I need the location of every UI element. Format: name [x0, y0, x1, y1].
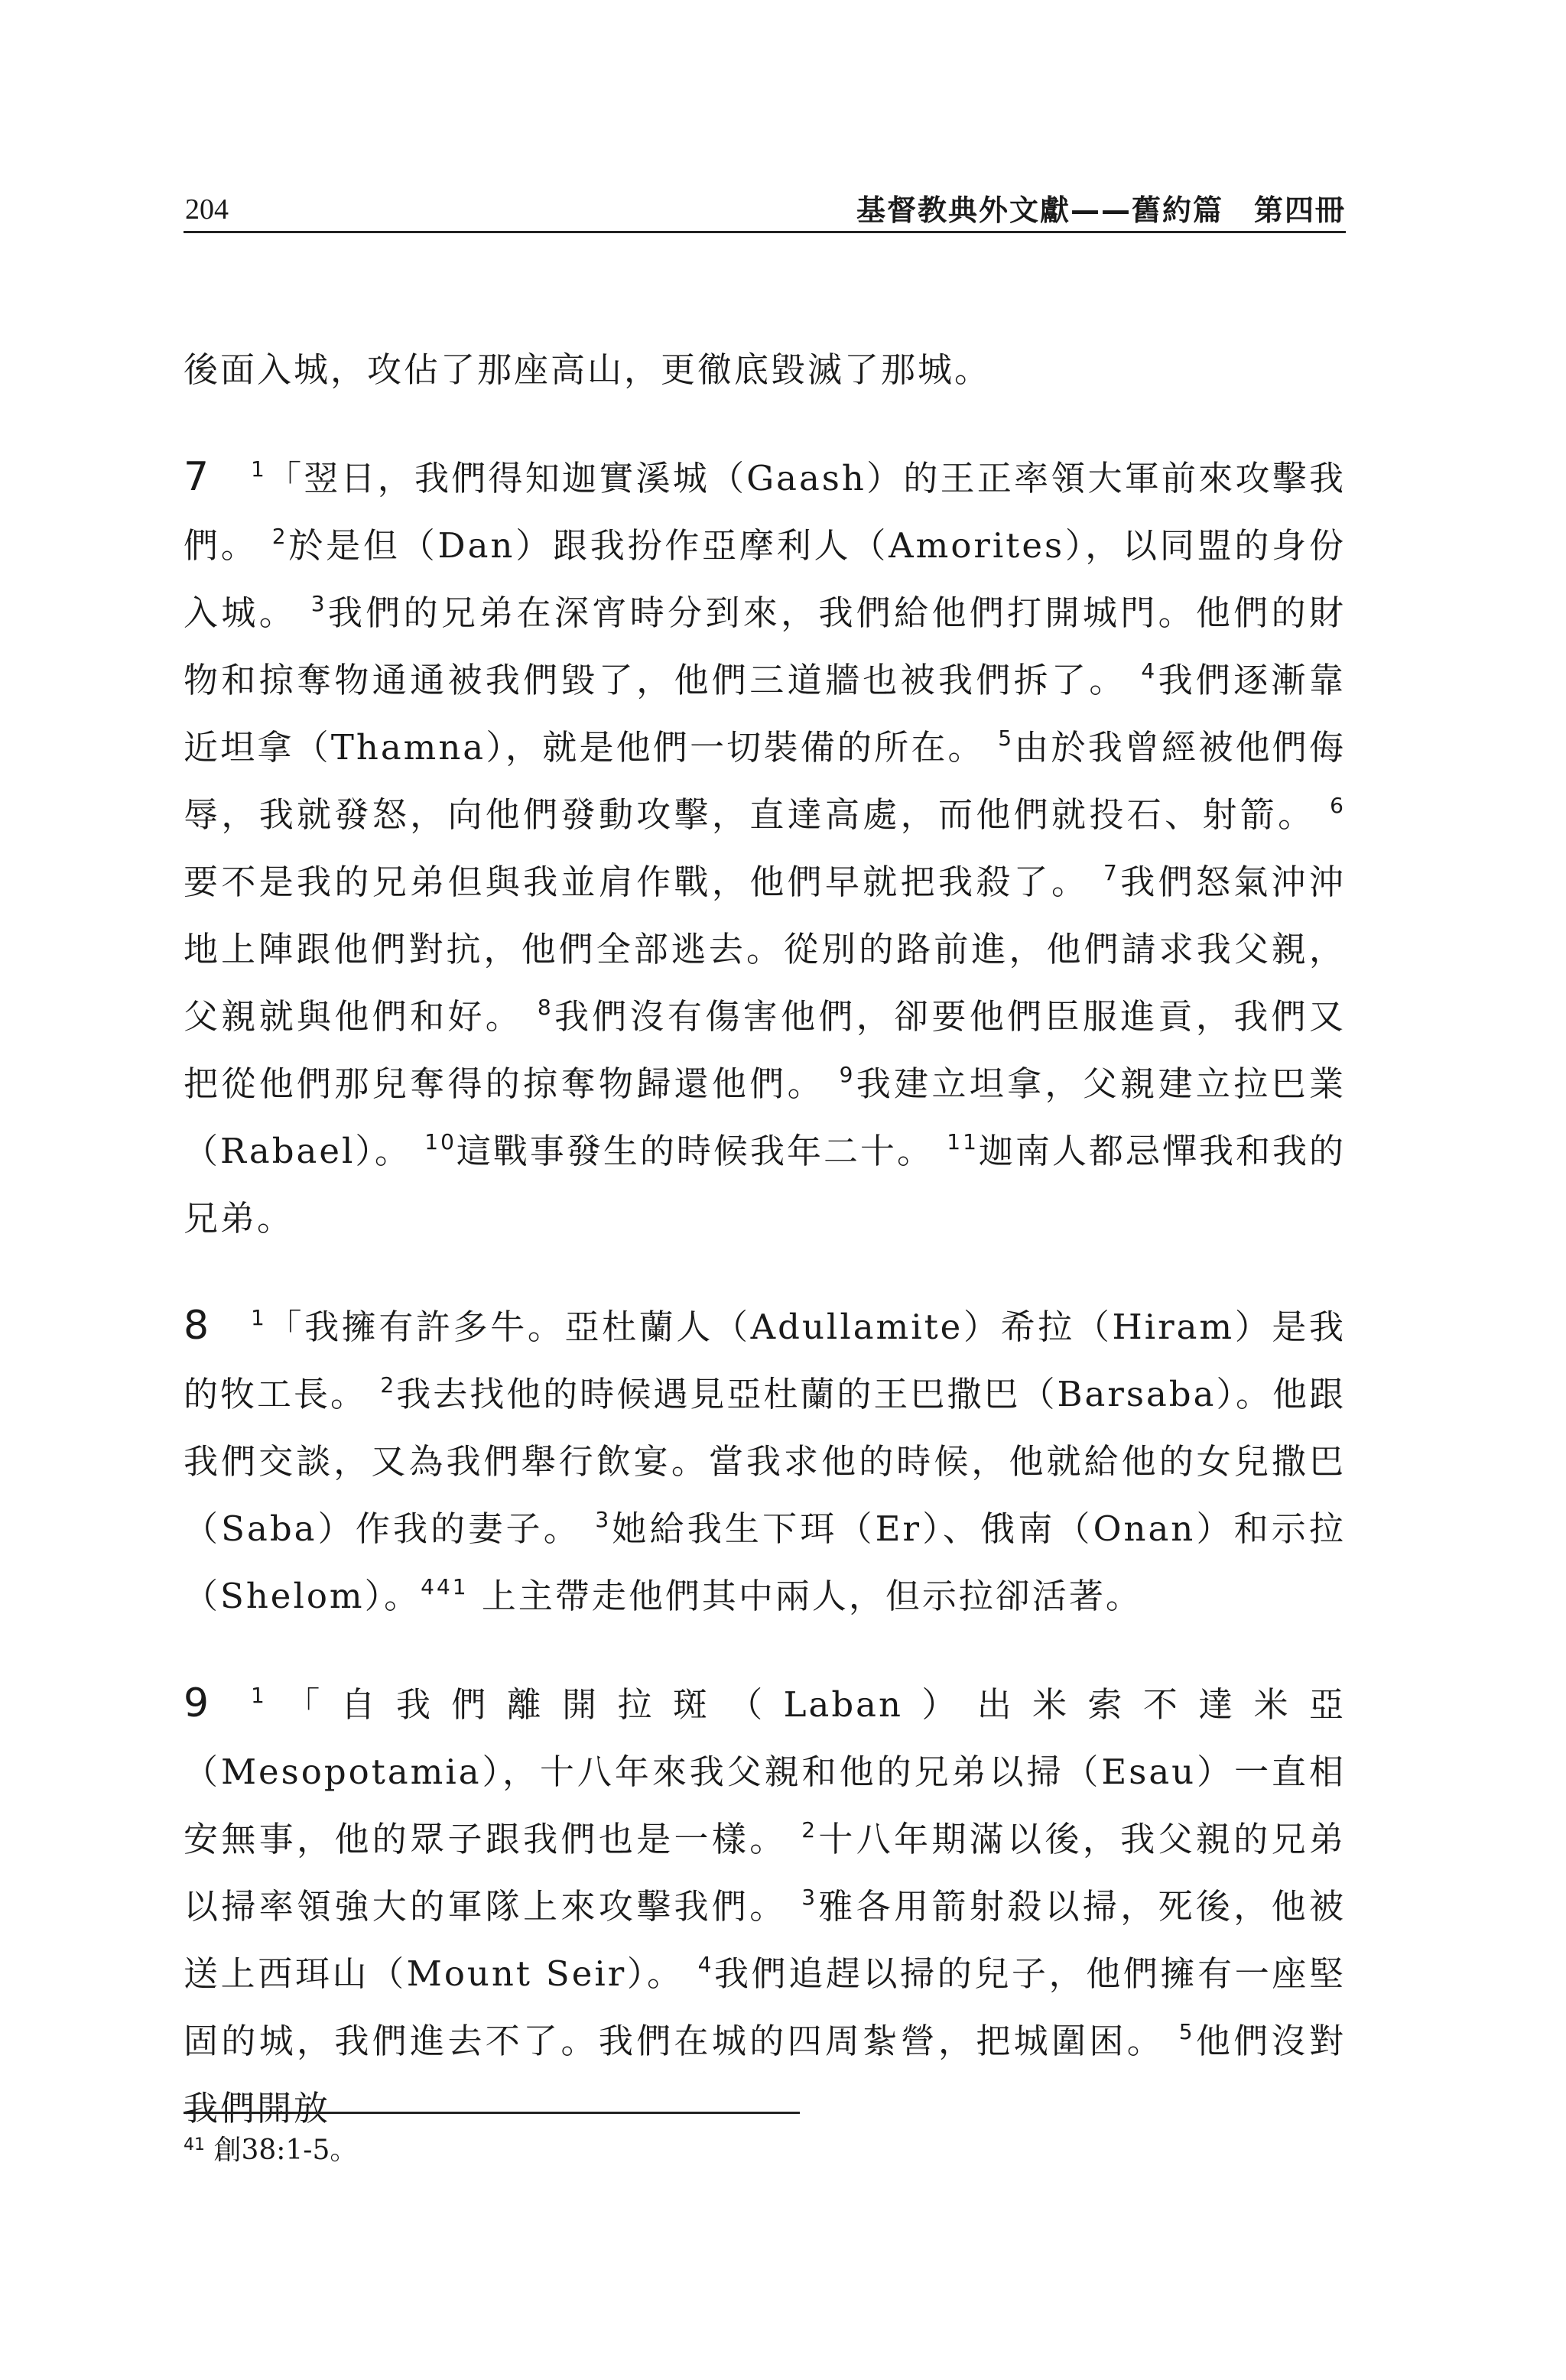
intro-text: 後面入城，攻佔了那座高山，更徹底毀滅了那城。 — [184, 349, 992, 390]
chapter-number: 7 — [184, 454, 212, 500]
footnote-marker: 41 — [184, 2135, 205, 2154]
verse-text: 雅各用箭射殺以掃，死後，他被送上西珥山（Mount Seir）。 — [184, 1886, 1346, 1994]
verse-text: 我們逐漸靠近坦拿（Thamna），就是他們一切裝備的所在。 — [184, 660, 1346, 768]
verse-text: 我們怒氣沖沖地上陣跟他們對抗，他們全部逃去。從別的路前進，他們請求我父親，父親就與他們和好。 — [184, 862, 1346, 1037]
chapter-number: 9 — [184, 1680, 212, 1726]
verse-text: 迦南人都忌憚我和我的兄弟。 — [184, 1131, 1346, 1239]
verse-text: 我們的兄弟在深宵時分到來，我們給他們打開城門。他們的財物和掠奪物通通被我們毀了，他們三道牆也被我們拆了。 — [184, 593, 1346, 700]
verse-text: 這戰事發生的時候我年二十。 — [456, 1131, 934, 1171]
verse-text: 由於我曾經被他們侮辱，我就發怒，向他們發動攻擊，直達高處，而他們就投石、射箭。 — [184, 727, 1346, 835]
verse-number: 2 — [801, 1817, 818, 1843]
verse-number: 5 — [998, 726, 1015, 751]
verse-number: 4 — [1141, 658, 1158, 683]
verse-number: 2 — [271, 524, 288, 549]
header-rule — [184, 231, 1346, 233]
chapter-7 — [184, 443, 1346, 1252]
verse-number: 3 — [310, 591, 327, 616]
running-title: 基督教典外文獻——舊約篇 第四冊 — [856, 193, 1346, 227]
chapter-number: 8 — [184, 1303, 212, 1349]
verse-text: 上主帶走他們其中兩人，但示拉卻活著。 — [481, 1576, 1142, 1616]
verse-text: 「我擁有許多牛。亞杜蘭人（Adullamite）希拉（Hiram）是我的牧工長。 — [184, 1307, 1346, 1414]
verse-number: 8 — [537, 995, 554, 1020]
verse-number: 6 — [1330, 793, 1346, 818]
chapter-9 — [184, 1670, 1346, 2142]
verse-number: 10 — [424, 1129, 456, 1154]
footnote-reference[interactable]: 41 — [436, 1574, 469, 1599]
verse-text: 她給我生下珥（Er）、俄南（Onan）和示拉（Shelom）。 — [184, 1508, 1346, 1616]
verse-number: 1 — [251, 456, 267, 482]
verse-text: 我建立坦拿，父親建立拉巴業（Rabael）。 — [184, 1063, 1346, 1171]
body-text — [184, 336, 1346, 2142]
verse-text: 「翌日，我們得知迦實溪城（Gaash）的王正率領大軍前來攻擊我們。 — [184, 458, 1346, 566]
verse-number: 4 — [421, 1574, 437, 1599]
intro-paragraph — [184, 336, 1346, 404]
verse-number: 1 — [251, 1683, 267, 1708]
verse-number: 7 — [1103, 860, 1119, 885]
verse-number: 1 — [251, 1305, 267, 1330]
page-number: 204 — [185, 193, 229, 226]
footnote-rule — [184, 2112, 800, 2114]
chapter-8 — [184, 1292, 1346, 1630]
verse-number: 5 — [1178, 2019, 1195, 2044]
footnote-text: 創38:1-5。 — [213, 2135, 358, 2166]
verse-text: 「自我們離開拉斑（Laban）出米索不達米亞（Mesopotamia），十八年來我父親和他的兄弟以掃（Esau）一直相安無事，他的眾子跟我們也是一樣。 — [184, 1684, 1346, 1859]
verse-text: 我去找他的時候遇見亞杜蘭的王巴撒巴（Barsaba）。他跟我們交談，又為我們舉行飲宴。當我求他的時候，他就給他的女兒撒巴（Saba）作我的妻子。 — [184, 1374, 1346, 1549]
verse-text: 我們追趕以掃的兒子，他們擁有一座堅固的城，我們進去不了。我們在城的四周紮營，把城圍困。 — [184, 1953, 1346, 2061]
verse-number: 11 — [947, 1129, 979, 1154]
verse-text: 我們沒有傷害他們，卻要他們臣服進貢，我們又把從他們那兒奪得的掠奪物歸還他們。 — [184, 996, 1346, 1104]
verse-text: 他們沒對我們開放 — [184, 2021, 1346, 2128]
footnote — [184, 2128, 357, 2167]
verse-number: 2 — [380, 1372, 397, 1398]
verse-number: 4 — [697, 1952, 714, 1977]
verse-text: 要不是我的兄弟但與我並肩作戰，他們早就把我殺了。 — [184, 862, 1090, 902]
verse-number: 3 — [595, 1507, 612, 1532]
verse-text: 十八年期滿以後，我父親的兄弟以掃率領強大的軍隊上來攻擊我們。 — [184, 1819, 1346, 1927]
verse-number: 9 — [839, 1062, 856, 1087]
verse-number: 3 — [801, 1885, 818, 1910]
verse-text: 於是但（Dan）跟我扮作亞摩利人（Amorites），以同盟的身份入城。 — [184, 525, 1346, 633]
